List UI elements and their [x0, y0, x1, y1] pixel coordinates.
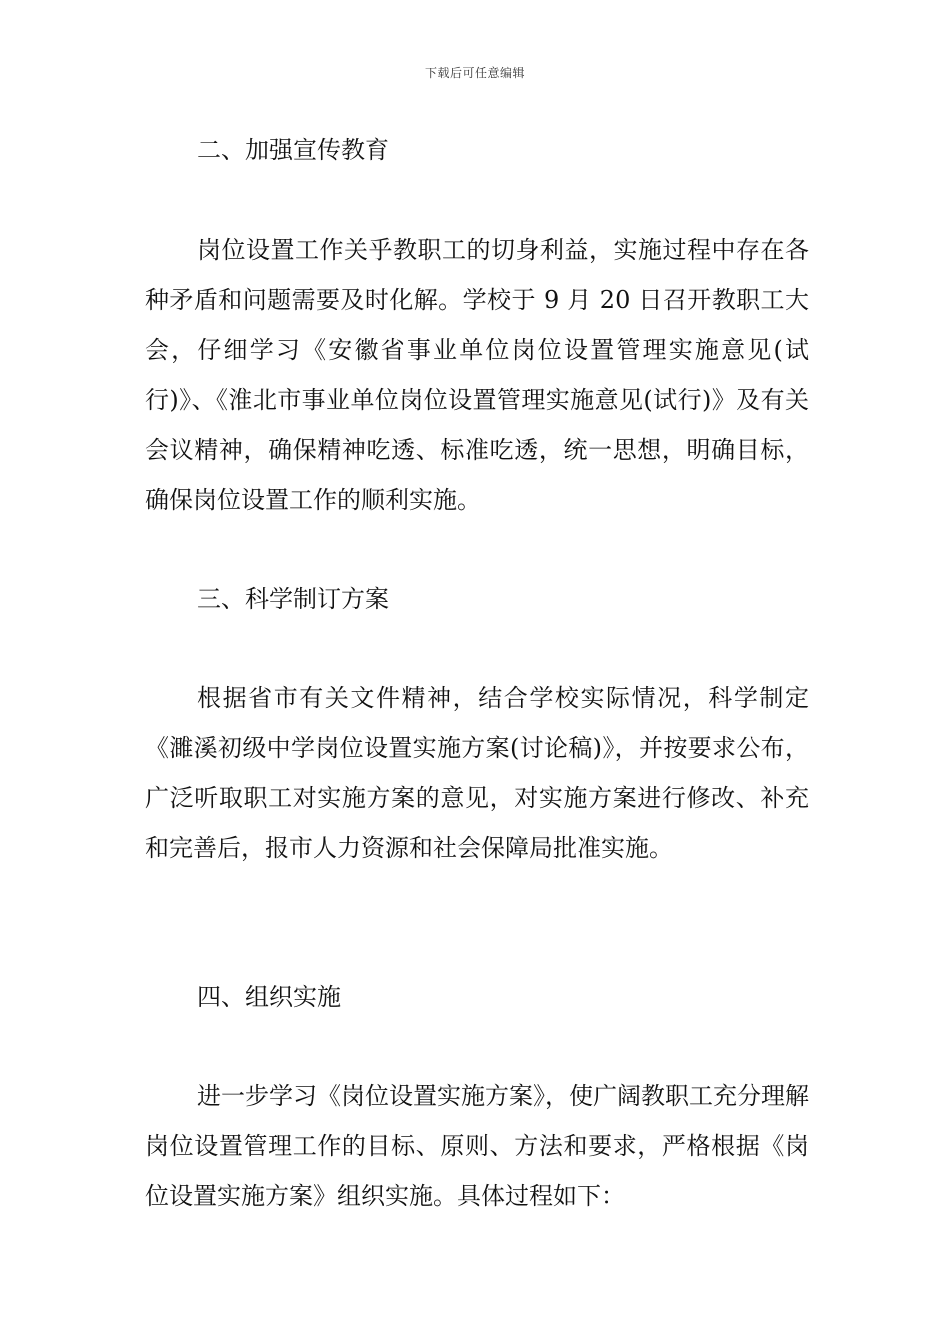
section-paragraph-2: 岗位设置工作关乎教职工的切身利益，实施过程中存在各种矛盾和问题需要及时化解。学校于 9 月 20 日召开教职工大会，仔细学习《安徽省事业单位岗位设置管理实施意见(试行)》、《淮北市事业单位岗位设置管理实施意见(试行)》及有关会议精神，确保精神吃透、标准吃透，统一思想，明确目标，确保岗位设置工作的顺利实施。 [145, 236, 809, 514]
section-paragraph-4: 进一步学习《岗位设置实施方案》，使广阔教职工充分理解岗位设置管理工作的目标、原则、方法和要求，严格根据《岗位设置实施方案》组织实施。具体过程如下： [145, 1082, 809, 1210]
section-heading-3: 三、科学制订方案 [197, 585, 389, 613]
section-paragraph-3: 根据省市有关文件精神，结合学校实际情况，科学制定《濉溪初级中学岗位设置实施方案(讨论稿)》，并按要求公布，广泛听取职工对实施方案的意见，对实施方案进行修改、补充和完善后，报市人力资源和社会保障局批准实施。 [145, 684, 809, 862]
section-heading-4: 四、组织实施 [197, 983, 341, 1011]
page-header-note: 下载后可任意编辑 [424, 66, 525, 80]
section-heading-2: 二、加强宣传教育 [197, 136, 389, 164]
